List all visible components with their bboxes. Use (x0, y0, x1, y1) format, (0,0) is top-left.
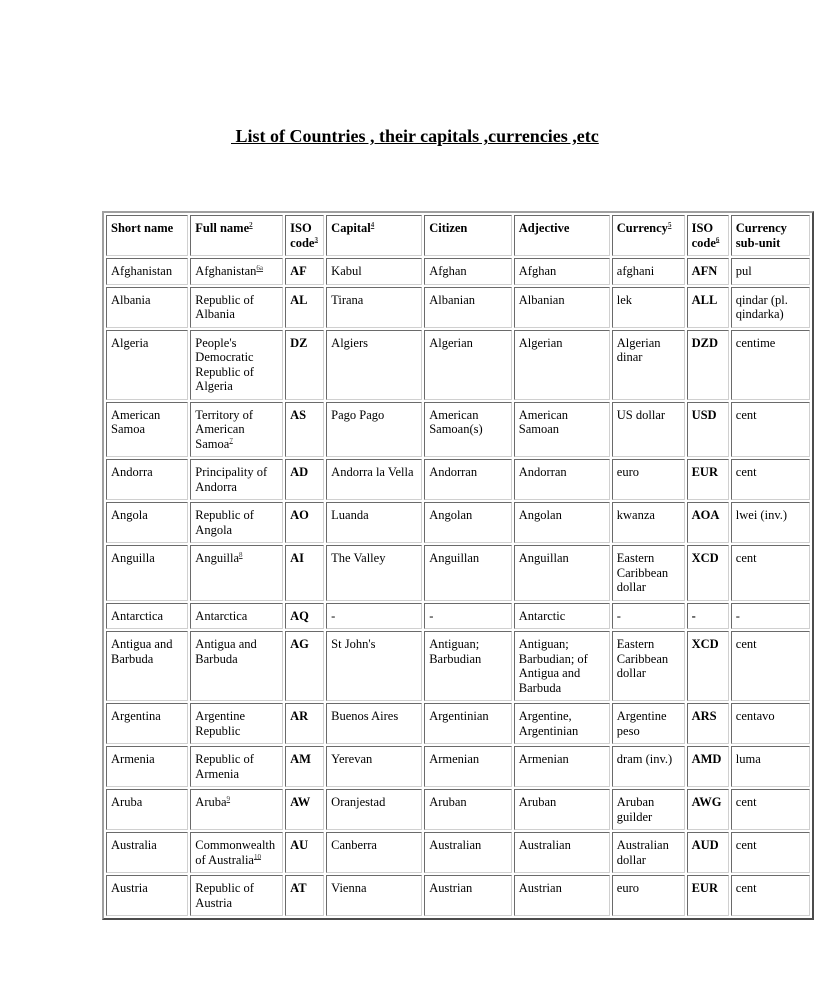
column-header-label: Full name (195, 221, 250, 235)
adjective-cell-text: Afghan (518, 264, 557, 278)
adjective-cell (514, 402, 610, 458)
adjective-cell (514, 330, 610, 400)
column-header-label: Capital (331, 221, 371, 235)
iso-code-cell (285, 545, 324, 601)
column-header (326, 215, 422, 256)
adjective-cell (514, 631, 610, 701)
currency-iso-cell-text: EUR (691, 465, 718, 479)
table-row (106, 746, 810, 787)
iso-code-cell (285, 789, 324, 830)
adjective-cell-text: Antarctic (518, 608, 566, 623)
currency-subunit-cell (731, 875, 810, 916)
adjective-cell (514, 258, 610, 285)
full-name-cell-text: Anguilla (195, 551, 240, 565)
table-row (106, 258, 810, 285)
capital-cell (326, 402, 422, 458)
iso-code-cell-text: AM (290, 752, 311, 766)
capital-cell-text: Oranjestad (331, 795, 386, 809)
short-name-cell (106, 402, 188, 458)
adjective-cell-text: Andorran (518, 465, 567, 479)
iso-code-cell-text: AT (290, 881, 307, 895)
currency-cell (612, 258, 685, 285)
iso-code-cell (285, 402, 324, 458)
currency-subunit-cell-text: cent (735, 637, 757, 651)
currency-subunit-cell-text: lwei (inv.) (735, 508, 788, 522)
adjective-cell (514, 746, 610, 787)
adjective-cell (514, 459, 610, 500)
full-name-cell-text: Republic of Angola (195, 508, 254, 537)
countries-table (102, 211, 814, 920)
short-name-cell (106, 459, 188, 500)
citizen-cell (424, 631, 512, 701)
table-row (106, 287, 810, 328)
currency-iso-cell-text: AMD (691, 752, 722, 766)
page-title: List of Countries , their capitals ,currencies ,etc (231, 126, 599, 146)
currency-subunit-cell-text: luma (735, 752, 761, 766)
adjective-cell-text: Antiguan; Barbudian; of Antigua and Barbuda (518, 637, 588, 695)
currency-iso-cell-text: XCD (691, 637, 719, 651)
currency-subunit-cell (731, 631, 810, 701)
capital-cell (326, 603, 422, 630)
column-header-label: Currency (616, 221, 668, 235)
iso-code-cell (285, 603, 324, 630)
column-header (731, 215, 810, 256)
short-name-cell-text: Algeria (111, 335, 149, 350)
full-name-cell-text: Commonwealth of Australia (195, 838, 276, 867)
currency-iso-cell (687, 502, 729, 543)
citizen-cell-text: Argentinian (429, 709, 489, 723)
currency-iso-cell-text: ALL (691, 292, 718, 307)
capital-cell (326, 287, 422, 328)
citizen-cell (424, 789, 512, 830)
table-row (106, 459, 810, 500)
adjective-cell-text: Argentine, Argentinian (518, 709, 579, 738)
currency-cell (612, 402, 685, 458)
currency-subunit-cell-text: pul (735, 264, 752, 278)
short-name-cell (106, 875, 188, 916)
currency-cell-text: lek (616, 292, 633, 307)
capital-cell (326, 875, 422, 916)
capital-cell (326, 746, 422, 787)
short-name-cell-text: Armenia (111, 752, 155, 766)
iso-code-cell-text: AR (290, 709, 309, 723)
adjective-cell (514, 287, 610, 328)
capital-cell-text: Yerevan (331, 752, 373, 766)
column-header-label: Adjective (518, 221, 570, 235)
column-header-label: Currency sub-unit (735, 221, 787, 250)
currency-iso-cell (687, 459, 729, 500)
currency-iso-cell-text: EUR (691, 881, 718, 895)
currency-subunit-cell-text: - (735, 608, 740, 623)
short-name-cell (106, 603, 188, 630)
iso-code-cell (285, 832, 324, 873)
currency-iso-cell (687, 832, 729, 873)
citizen-cell (424, 402, 512, 458)
citizen-cell (424, 545, 512, 601)
currency-cell-text: US dollar (616, 407, 666, 422)
capital-cell-text: Tirana (331, 292, 364, 307)
footnote-link[interactable]: 4 (370, 220, 375, 229)
full-name-cell-text: Republic of Albania (195, 292, 254, 321)
full-name-cell-text: Principality of Andorra (195, 465, 268, 494)
currency-iso-cell (687, 330, 729, 400)
currency-subunit-cell (731, 789, 810, 830)
column-header-label: Short name (111, 221, 174, 235)
iso-code-cell (285, 631, 324, 701)
short-name-cell-text: Austria (111, 881, 148, 895)
currency-subunit-cell-text: centime (735, 335, 776, 350)
currency-cell-text: Eastern Caribbean dollar (616, 637, 669, 680)
currency-iso-cell (687, 789, 729, 830)
adjective-cell-text: Algerian (518, 335, 563, 350)
iso-code-cell-text: AI (290, 551, 305, 565)
iso-code-cell-text: AG (290, 637, 309, 651)
full-name-cell-text: Republic of Austria (195, 881, 254, 910)
currency-subunit-cell-text: cent (735, 551, 757, 565)
short-name-cell-text: Antigua and Barbuda (111, 637, 173, 666)
adjective-cell (514, 832, 610, 873)
iso-code-cell (285, 502, 324, 543)
currency-subunit-cell (731, 502, 810, 543)
currency-cell-text: Algerian dinar (616, 335, 661, 364)
iso-code-cell-text: AU (290, 838, 309, 852)
currency-cell (612, 832, 685, 873)
currency-subunit-cell (731, 603, 810, 630)
column-header (190, 215, 283, 256)
full-name-cell (190, 258, 283, 285)
currency-subunit-cell-text: cent (735, 795, 757, 809)
full-name-cell-text: Antarctica (195, 608, 248, 623)
table-row (106, 631, 810, 701)
currency-iso-cell (687, 603, 729, 630)
currency-iso-cell (687, 258, 729, 285)
full-name-cell (190, 330, 283, 400)
table-row (106, 502, 810, 543)
adjective-cell-text: Austrian (518, 881, 562, 895)
adjective-cell (514, 703, 610, 744)
currency-iso-cell (687, 703, 729, 744)
citizen-cell-text: Armenian (429, 752, 480, 766)
iso-code-cell (285, 459, 324, 500)
short-name-cell (106, 287, 188, 328)
capital-cell (326, 502, 422, 543)
capital-cell (326, 832, 422, 873)
currency-cell-text: Argentine peso (616, 709, 667, 738)
currency-cell-text: dram (inv.) (616, 752, 673, 766)
currency-subunit-cell-text: qindar (pl. qindarka) (735, 292, 788, 321)
capital-cell-text: Luanda (331, 508, 369, 522)
countries-table-container (102, 211, 788, 910)
currency-cell (612, 545, 685, 601)
full-name-cell-text: Antigua and Barbuda (195, 637, 257, 666)
currency-iso-cell-text: AUD (691, 838, 719, 852)
full-name-cell-text: Republic of Armenia (195, 752, 254, 781)
full-name-cell-text: Aruba (195, 795, 227, 809)
iso-code-cell (285, 330, 324, 400)
adjective-cell (514, 545, 610, 601)
currency-iso-cell-text: AWG (691, 795, 722, 809)
short-name-cell-text: Albania (111, 292, 151, 307)
column-header-label: ISO code (691, 221, 716, 250)
short-name-cell (106, 258, 188, 285)
capital-cell-text: Pago Pago (331, 407, 385, 422)
capital-cell (326, 459, 422, 500)
adjective-cell-text: Albanian (518, 292, 565, 307)
currency-cell-text: euro (616, 881, 639, 895)
short-name-cell (106, 330, 188, 400)
citizen-cell (424, 603, 512, 630)
citizen-cell-text: Algerian (429, 335, 473, 350)
currency-iso-cell-text: DZD (691, 335, 718, 350)
short-name-cell (106, 631, 188, 701)
footnote-link[interactable]: 5 (667, 220, 672, 229)
currency-subunit-cell (731, 258, 810, 285)
column-header (424, 215, 512, 256)
table-row (106, 832, 810, 873)
adjective-cell-text: American Samoan (518, 407, 569, 436)
short-name-cell (106, 832, 188, 873)
capital-cell-text: Kabul (331, 264, 362, 278)
citizen-cell (424, 703, 512, 744)
table-row (106, 402, 810, 458)
short-name-cell (106, 502, 188, 543)
citizen-cell-text: Albanian (429, 292, 476, 307)
capital-cell-text: Canberra (331, 838, 377, 852)
currency-cell-text: afghani (616, 264, 655, 278)
currency-cell-text: Aruban guilder (616, 795, 655, 824)
currency-subunit-cell (731, 330, 810, 400)
citizen-cell-text: - (429, 608, 434, 623)
citizen-cell (424, 746, 512, 787)
currency-iso-cell-text: AFN (691, 264, 718, 278)
capital-cell-text: The Valley (331, 551, 386, 565)
column-header-label: ISO code (290, 221, 315, 250)
full-name-cell (190, 287, 283, 328)
iso-code-cell-text: AW (290, 795, 311, 809)
currency-cell-text: Eastern Caribbean dollar (616, 551, 669, 594)
currency-subunit-cell-text: centavo (735, 709, 775, 723)
table-row (106, 703, 810, 744)
currency-iso-cell-text: USD (691, 407, 717, 422)
capital-cell-text: Buenos Aires (331, 709, 399, 723)
full-name-cell (190, 746, 283, 787)
adjective-cell-text: Angolan (518, 508, 562, 522)
currency-cell (612, 330, 685, 400)
citizen-cell-text: Aruban (429, 795, 467, 809)
capital-cell-text: St John's (331, 637, 376, 651)
citizen-cell-text: Austrian (429, 881, 473, 895)
currency-cell (612, 287, 685, 328)
currency-subunit-cell-text: cent (735, 838, 757, 852)
citizen-cell (424, 459, 512, 500)
capital-cell-text: - (331, 608, 336, 623)
currency-iso-cell (687, 875, 729, 916)
currency-iso-cell (687, 631, 729, 701)
iso-code-cell-text: DZ (290, 335, 308, 350)
currency-cell (612, 789, 685, 830)
short-name-cell (106, 746, 188, 787)
column-header (687, 215, 729, 256)
adjective-cell-text: Anguillan (518, 551, 569, 565)
full-name-cell (190, 631, 283, 701)
iso-code-cell-text: AF (290, 264, 307, 278)
currency-subunit-cell (731, 545, 810, 601)
currency-cell (612, 502, 685, 543)
full-name-cell (190, 875, 283, 916)
currency-iso-cell-text: AOA (691, 508, 720, 522)
citizen-cell-text: Anguillan (429, 551, 480, 565)
capital-cell-text: Andorra la Vella (331, 465, 414, 479)
short-name-cell (106, 703, 188, 744)
currency-cell-text: kwanza (616, 508, 655, 522)
short-name-cell-text: Aruba (111, 795, 143, 809)
capital-cell (326, 258, 422, 285)
column-header (514, 215, 610, 256)
footnote-link[interactable]: 2 (249, 220, 253, 229)
iso-code-cell-text: AQ (290, 608, 309, 623)
iso-code-cell (285, 703, 324, 744)
currency-subunit-cell (731, 402, 810, 458)
citizen-cell (424, 330, 512, 400)
currency-cell (612, 603, 685, 630)
short-name-cell-text: Andorra (111, 465, 153, 479)
full-name-cell-text: Territory of American Samoa (195, 407, 254, 451)
full-name-cell (190, 703, 283, 744)
adjective-cell (514, 789, 610, 830)
capital-cell (326, 703, 422, 744)
footnote-link[interactable]: 10 (253, 852, 261, 861)
footnote-link[interactable]: 7 (229, 436, 233, 445)
iso-code-cell-text: AD (290, 465, 309, 479)
citizen-cell-text: Angolan (429, 508, 473, 522)
table-row (106, 330, 810, 400)
footnote-link[interactable]: 6 (715, 235, 720, 244)
iso-code-cell (285, 287, 324, 328)
currency-iso-cell-text: ARS (691, 709, 717, 723)
currency-iso-cell (687, 402, 729, 458)
table-row (106, 545, 810, 601)
short-name-cell-text: Afghanistan (111, 264, 173, 278)
capital-cell (326, 789, 422, 830)
capital-cell-text: Vienna (331, 881, 367, 895)
adjective-cell (514, 502, 610, 543)
citizen-cell-text: Australian (429, 838, 482, 852)
citizen-cell-text: American Samoan(s) (429, 407, 483, 436)
short-name-cell-text: Argentina (111, 709, 161, 723)
full-name-cell (190, 502, 283, 543)
adjective-cell (514, 875, 610, 916)
footnote-link[interactable]: 6a (256, 263, 264, 272)
full-name-cell (190, 603, 283, 630)
table-row (106, 603, 810, 630)
adjective-cell-text: Armenian (518, 752, 569, 766)
table-row (106, 789, 810, 830)
currency-subunit-cell (731, 459, 810, 500)
short-name-cell (106, 545, 188, 601)
capital-cell (326, 545, 422, 601)
full-name-cell-text: Argentine Republic (195, 709, 246, 738)
full-name-cell (190, 459, 283, 500)
iso-code-cell-text: AO (290, 508, 309, 522)
short-name-cell (106, 789, 188, 830)
currency-subunit-cell-text: cent (735, 465, 757, 479)
currency-cell (612, 459, 685, 500)
currency-subunit-cell (731, 832, 810, 873)
currency-cell (612, 703, 685, 744)
short-name-cell-text: Anguilla (111, 551, 155, 565)
column-header (612, 215, 685, 256)
citizen-cell (424, 875, 512, 916)
iso-code-cell (285, 746, 324, 787)
currency-cell (612, 875, 685, 916)
adjective-cell-text: Aruban (518, 795, 557, 809)
citizen-cell (424, 287, 512, 328)
full-name-cell (190, 545, 283, 601)
adjective-cell (514, 603, 610, 630)
full-name-cell (190, 402, 283, 458)
currency-subunit-cell-text: cent (735, 407, 757, 422)
currency-cell-text: euro (616, 465, 639, 479)
currency-subunit-cell (731, 287, 810, 328)
citizen-cell-text: Andorran (429, 465, 478, 479)
full-name-cell-text: Afghanistan (195, 264, 257, 278)
full-name-cell-text: People's Democratic Republic of Algeria (195, 335, 254, 393)
currency-iso-cell (687, 746, 729, 787)
iso-code-cell (285, 875, 324, 916)
iso-code-cell-text: AL (290, 292, 308, 307)
currency-cell-text: - (616, 608, 621, 623)
currency-cell (612, 746, 685, 787)
table-header-row (106, 215, 810, 256)
short-name-cell-text: Australia (111, 838, 157, 852)
currency-subunit-cell-text: cent (735, 881, 757, 895)
column-header-label: Citizen (429, 221, 468, 235)
currency-iso-cell (687, 287, 729, 328)
citizen-cell (424, 502, 512, 543)
column-header (285, 215, 324, 256)
adjective-cell-text: Australian (518, 838, 571, 852)
full-name-cell (190, 789, 283, 830)
short-name-cell-text: Angola (111, 508, 148, 522)
currency-cell-text: Australian dollar (616, 838, 669, 867)
footnote-link[interactable]: 8 (239, 550, 243, 559)
currency-subunit-cell (731, 703, 810, 744)
capital-cell (326, 330, 422, 400)
full-name-cell (190, 832, 283, 873)
footnote-link[interactable]: 9 (226, 794, 231, 803)
capital-cell-text: Algiers (331, 335, 368, 350)
capital-cell (326, 631, 422, 701)
table-body (106, 258, 810, 916)
column-header (106, 215, 188, 256)
citizen-cell (424, 832, 512, 873)
currency-iso-cell (687, 545, 729, 601)
table-row (106, 875, 810, 916)
currency-iso-cell-text: XCD (691, 551, 719, 565)
iso-code-cell-text: AS (290, 407, 307, 422)
currency-subunit-cell (731, 746, 810, 787)
currency-iso-cell-text: - (691, 608, 696, 623)
footnote-link[interactable]: 3 (314, 235, 318, 244)
currency-cell (612, 631, 685, 701)
citizen-cell-text: Afghan (429, 264, 467, 278)
short-name-cell-text: Antarctica (111, 608, 164, 623)
short-name-cell-text: American Samoa (111, 407, 161, 436)
iso-code-cell (285, 258, 324, 285)
citizen-cell-text: Antiguan; Barbudian (429, 637, 482, 666)
citizen-cell (424, 258, 512, 285)
